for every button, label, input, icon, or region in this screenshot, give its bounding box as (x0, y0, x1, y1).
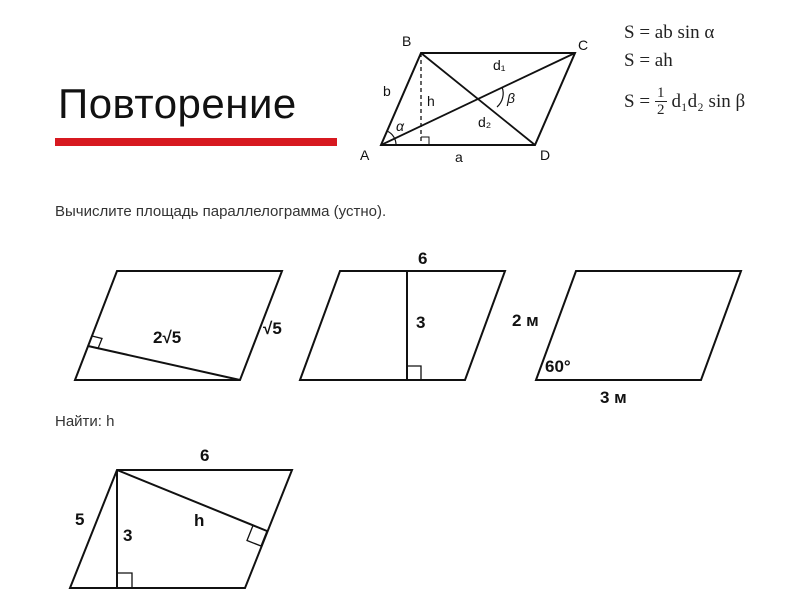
task-find-h: Найти: h (55, 413, 115, 430)
formula-diagonals-prefix: S = (624, 90, 651, 112)
diag-d2-label: d₂ (478, 114, 492, 130)
task-compute-area: Вычислите площадь параллелограмма (устно). (55, 203, 387, 220)
slide-title: Повторение (58, 80, 297, 127)
vertex-b-label: B (402, 33, 412, 49)
side-b-label: b (383, 83, 391, 99)
formula-diagonals (624, 85, 745, 118)
fraction-numerator: 1 (657, 85, 665, 101)
angle-beta-label: β (507, 90, 515, 106)
formula-ah: S = ah (624, 50, 673, 71)
fig4-side-label: 5 (75, 510, 85, 529)
formula-ab-sin: S = ab sin α (624, 22, 715, 43)
figure-4 (60, 440, 310, 595)
angle-alpha-label: α (396, 118, 404, 134)
fig3-base-label: 3 м (600, 388, 627, 407)
fig4-height-label: 3 (123, 526, 133, 545)
fig4-unknown-h-label: h (194, 511, 205, 530)
height-h-label: h (427, 93, 435, 109)
fig3-side-label: 2 м (512, 311, 539, 330)
fig2-top-label: 6 (418, 249, 428, 268)
fig4-top-label: 6 (200, 446, 210, 465)
fig3-angle-label: 60° (545, 357, 571, 376)
vertex-c-label: C (578, 37, 589, 53)
reference-parallelogram (350, 25, 620, 170)
formula-diagonals-rest: d₁d₂ sin β (671, 90, 746, 112)
diag-d1-label: d₁ (493, 57, 506, 73)
figure-3 (505, 262, 745, 412)
fig1-diag-label: 2√5 (153, 328, 182, 347)
vertex-d-label: D (540, 147, 551, 163)
figure-1 (60, 255, 300, 390)
fraction-denominator: 2 (657, 102, 665, 118)
figure-2 (290, 245, 520, 390)
fig1-side-label: √5 (263, 319, 282, 338)
fig2-height-label: 3 (416, 313, 426, 332)
title-underline (55, 138, 337, 146)
fraction (655, 85, 667, 118)
base-a-label: a (455, 149, 463, 165)
vertex-a-label: A (360, 147, 370, 163)
